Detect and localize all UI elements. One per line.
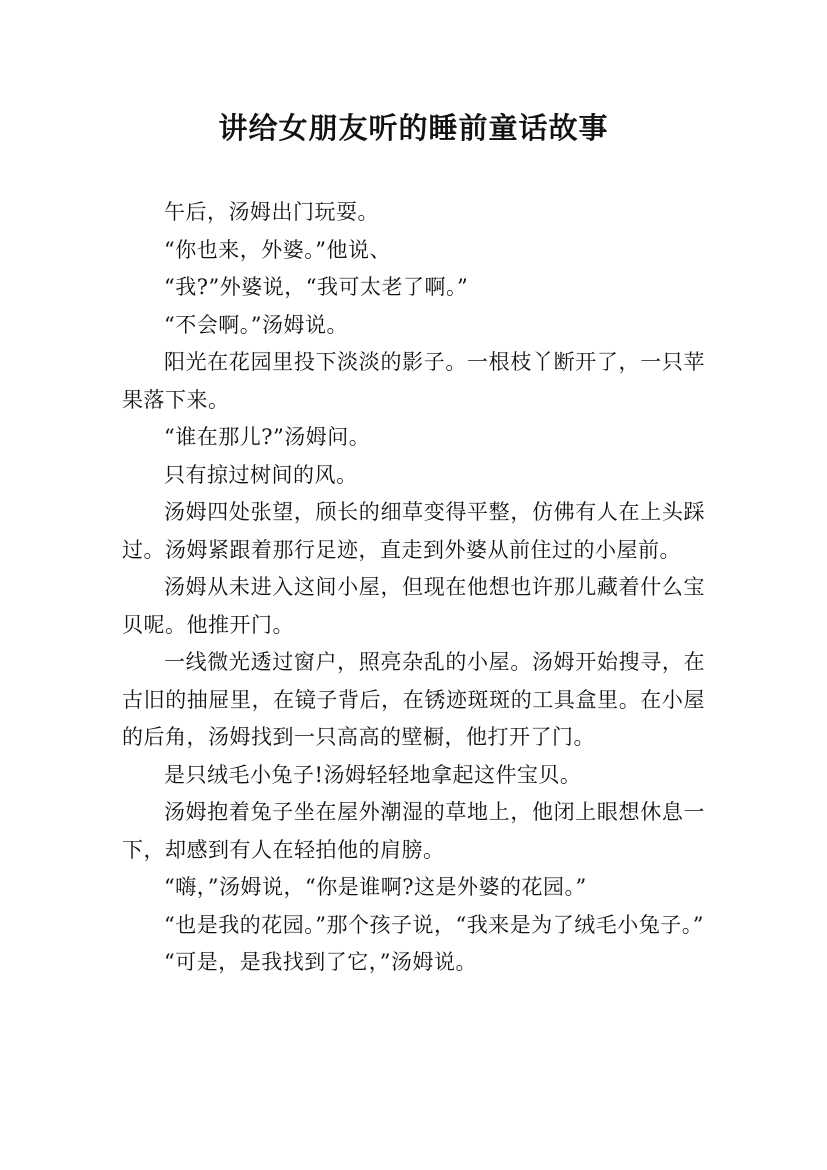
paragraph: 一线微光透过窗户，照亮杂乱的小屋。汤姆开始搜寻，在古旧的抽屉里，在镜子背后，在锈迹斑斑的工具盒里。在小屋的后角，汤姆找到一只高高的壁橱，他打开了门。 — [122, 650, 705, 749]
paragraph: “不会啊。”汤姆说。 — [164, 312, 348, 337]
paragraph: “谁在那儿?”汤姆问。 — [164, 425, 371, 449]
paragraph: 阳光在花园里投下淡淡的影子。一根枝丫断开了，一只苹果落下来。 — [122, 350, 705, 412]
paragraph: “可是，是我找到了它，”汤姆说。 — [164, 950, 477, 974]
paragraph: 汤姆抱着兔子坐在屋外潮湿的草地上，他闭上眼想休息一下，却感到有人在轻拍他的肩膀。 — [122, 800, 705, 862]
paragraph: “嗨，”汤姆说，“你是谁啊?这是外婆的花园。” — [164, 875, 587, 899]
paragraph: 汤姆从未进入这间小屋，但现在他想也许那儿藏着什么宝贝呢。他推开门。 — [122, 575, 705, 637]
document-title: 讲给女朋友听的睡前童话故事 — [218, 111, 609, 145]
paragraph: 汤姆四处张望，颀长的细草变得平整，仿佛有人在上头踩过。汤姆紧跟着那行足迹，直走到外婆从前住过的小屋前。 — [122, 500, 705, 562]
paragraph: 是只绒毛小兔子!汤姆轻轻地拿起这件宝贝。 — [164, 762, 582, 787]
paragraph: “你也来，外婆。”他说、 — [164, 237, 391, 262]
paragraph: “也是我的花园。”那个孩子说，“我来是为了绒毛小兔子。” — [164, 912, 704, 937]
story-body — [122, 194, 705, 982]
paragraph: “我?”外婆说，“我可太老了啊。” — [164, 275, 469, 299]
paragraph: 午后，汤姆出门玩耍。 — [164, 200, 379, 224]
paragraph: 只有掠过树间的风。 — [164, 462, 358, 487]
